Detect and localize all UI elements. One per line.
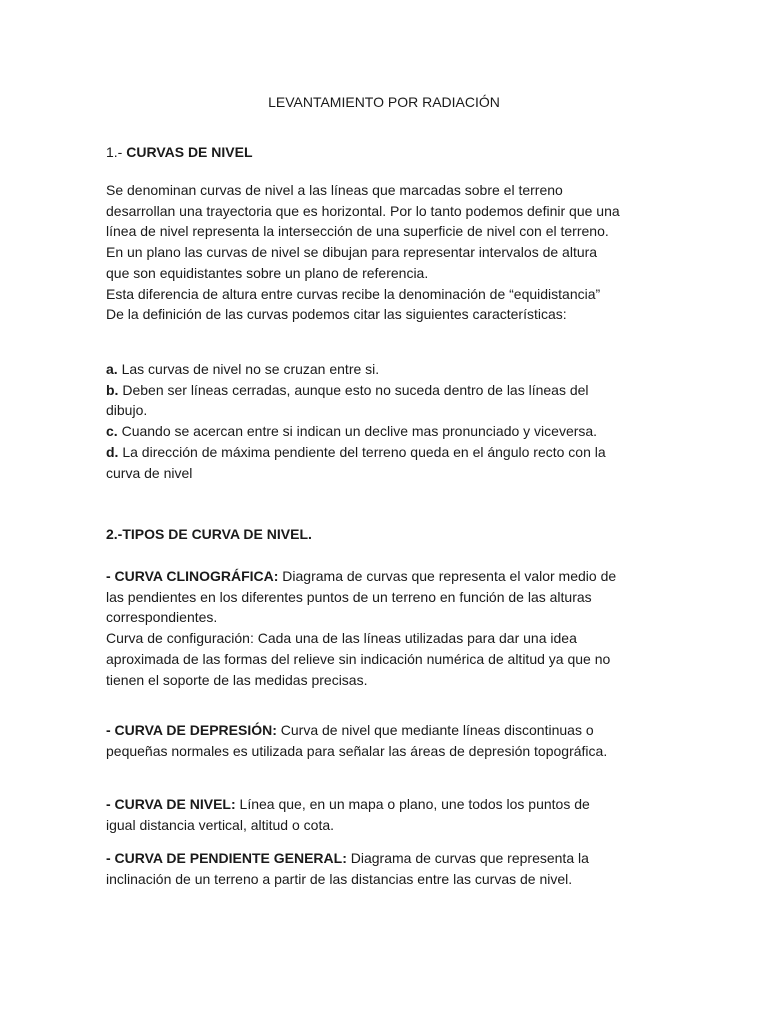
paragraph-line: En un plano las curvas de nivel se dibujan para representar intervalos de altura: [106, 244, 598, 261]
entry-label: - CURVA CLINOGRÁFICA:: [106, 568, 279, 584]
curva-pendiente-general-entry: [106, 848, 666, 889]
entry-line: las pendientes en los diferentes puntos de un terreno en función de las alturas: [106, 588, 592, 605]
entry-line: inclinación de un terreno a partir de las distancias entre las curvas de nivel.: [106, 870, 573, 887]
entry-text: Curva de nivel que mediante líneas discontinuas o: [280, 722, 594, 738]
curva-nivel-entry: [106, 794, 666, 835]
paragraph-line: línea de nivel representa la intersección de una superficie de nivel con el terreno.: [106, 223, 609, 240]
paragraph-line: desarrollan una trayectoria que es horizontal. Por lo tanto podemos definir que una: [106, 202, 620, 219]
entry-line: igual distancia vertical, altitud o cota.: [106, 816, 335, 833]
entry-line: pequeñas normales es utilizada para señalar las áreas de depresión topográfica.: [106, 742, 608, 759]
characteristics-list: [106, 359, 666, 483]
list-item-label: b.: [106, 381, 119, 398]
section-2-title: 2.-TIPOS DE CURVA DE NIVEL.: [106, 526, 312, 542]
entry-label: - CURVA DE DEPRESIÓN:: [106, 722, 277, 738]
section-2-heading: [106, 524, 666, 545]
paragraph-line: Esta diferencia de altura entre curvas recibe la denominación de “equidistancia”: [106, 285, 601, 302]
entry-text: Línea que, en un mapa o plano, une todos los puntos de: [239, 796, 590, 812]
curva-clinografica-entry: [106, 566, 666, 690]
section-1-heading: [106, 142, 666, 163]
entry-line: aproximada de las formas del relieve sin indicación numérica de altitud ya que no: [106, 650, 611, 667]
list-item: [106, 442, 666, 463]
list-item-text: Las curvas de nivel no se cruzan entre si.: [121, 361, 380, 377]
list-item-continuation: curva de nivel: [106, 464, 193, 481]
list-item: [106, 359, 666, 380]
list-item-continuation: dibujo.: [106, 402, 148, 419]
entry-label: - CURVA DE NIVEL:: [106, 796, 236, 812]
entry-line: Curva de configuración: Cada una de las líneas utilizadas para dar una idea: [106, 630, 577, 647]
title-text: LEVANTAMIENTO POR RADIACIÓN: [268, 94, 500, 110]
list-item-label: c.: [106, 423, 118, 440]
list-item: [106, 421, 666, 442]
document-title: [0, 92, 768, 112]
list-item-label: d.: [106, 443, 119, 460]
section-1-number: 1.-: [106, 144, 123, 160]
entry-text: Diagrama de curvas que representa el valor medio de: [282, 568, 617, 584]
paragraph-line: De la definición de las curvas podemos citar las siguientes características:: [106, 306, 567, 323]
list-item-text: Deben ser líneas cerradas, aunque esto no suceda dentro de las líneas del: [122, 381, 589, 398]
entry-text: Diagrama de curvas que representa la: [350, 850, 589, 866]
paragraph-line: que son equidistantes sobre un plano de referencia.: [106, 264, 429, 281]
entry-line: correspondientes.: [106, 609, 218, 626]
curva-depresion-entry: [106, 720, 666, 761]
list-item: [106, 380, 666, 401]
paragraph-line: Se denominan curvas de nivel a las líneas que marcadas sobre el terreno: [106, 182, 563, 198]
list-item-text: La dirección de máxima pendiente del terreno queda en el ángulo recto con la: [122, 443, 606, 460]
list-item-label: a.: [106, 361, 118, 377]
section-1-paragraph: [106, 180, 666, 325]
entry-label: - CURVA DE PENDIENTE GENERAL:: [106, 850, 347, 866]
list-item-text: Cuando se acercan entre si indican un declive mas pronunciado y viceversa.: [121, 423, 598, 440]
section-1-title: CURVAS DE NIVEL: [126, 144, 253, 160]
entry-line: tienen el soporte de las medidas precisas.: [106, 671, 368, 688]
